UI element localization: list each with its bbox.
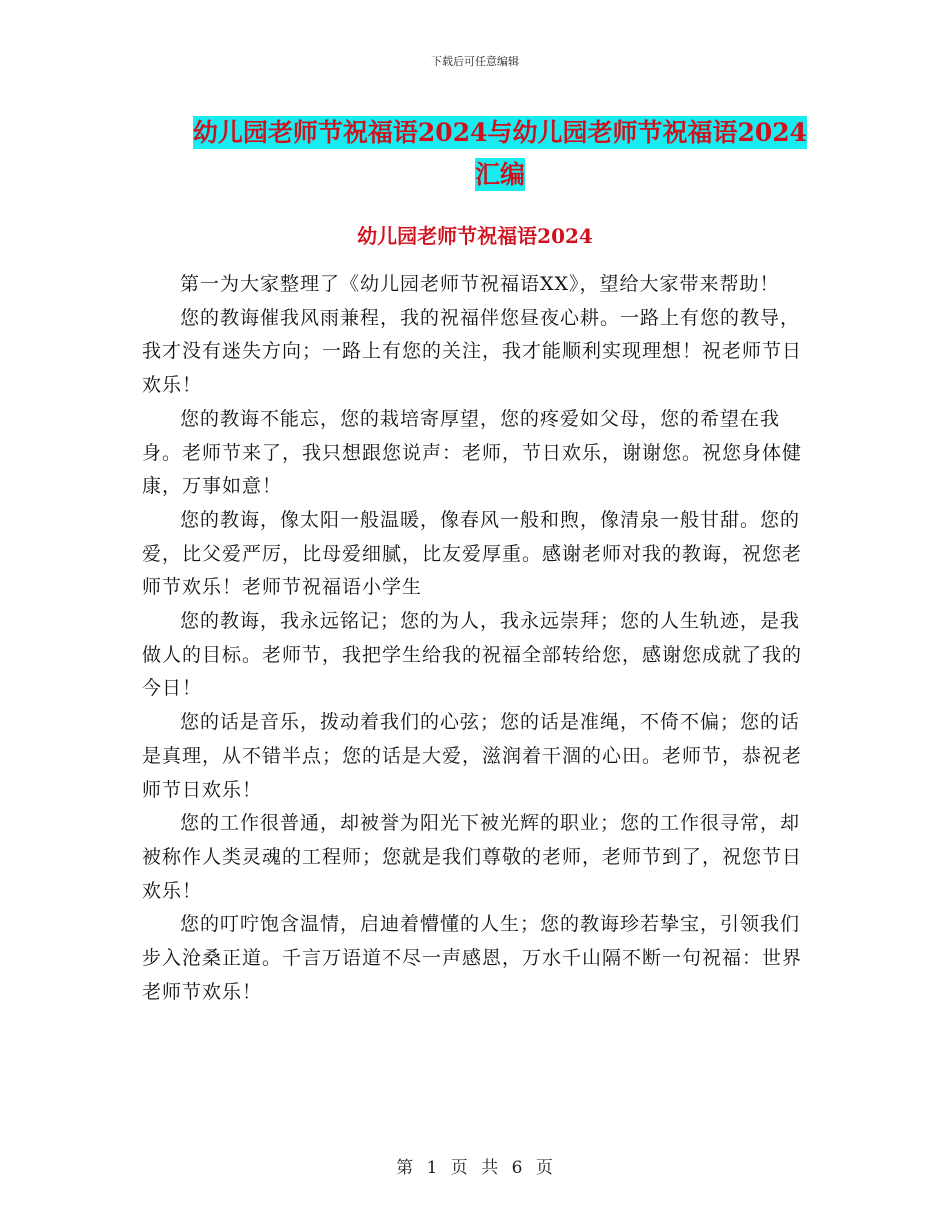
paragraph: 第一为大家整理了《幼儿园老师节祝福语XX》，望给大家带来帮助！ <box>180 273 780 295</box>
title-line-2: 汇编 <box>474 160 525 189</box>
paragraph: 您的叮咛饱含温情，启迪着懵懂的人生；您的教诲珍若挚宝，引领我们步入沧桑正道。千言万语道不尽一声感恩，万水千山隔不断一句祝福：世界老师节欢乐！ <box>142 913 803 1003</box>
paragraph: 您的教诲催我风雨兼程，我的祝福伴您昼夜心耕。一路上有您的教导，我才没有迷失方向；一路上有您的关注，我才能顺利实现理想！祝老师节日欢乐！ <box>142 306 803 397</box>
total-prefix: 共 <box>481 1158 500 1178</box>
paragraph: 您的教诲，像太阳一般温暖，像春风一般和煦，像清泉一般甘甜。您的爱，比父爱严厉，比母爱细腻，比友爱厚重。感谢老师对我的教诲，祝您老师节欢乐！老师节祝福语小学生 <box>142 508 803 599</box>
paragraph: 您的教诲不能忘，您的栽培寄厚望，您的疼爱如父母，您的希望在我身。老师节来了，我只想跟您说声：老师，节日欢乐，谢谢您。祝您身体健康，万事如意！ <box>142 407 803 498</box>
title-line-1: 幼儿园老师节祝福语2024与幼儿园老师节祝福语2024 <box>192 118 808 147</box>
total-pages-number: 6 <box>511 1158 524 1178</box>
document-title <box>185 112 815 196</box>
paragraph: 您的教诲，我永远铭记；您的为人，我永远崇拜；您的人生轨迹，是我做人的目标。老师节，我把学生给我的祝福全部转给您，感谢您成就了我的今日！ <box>142 610 803 700</box>
current-page-number: 1 <box>426 1158 439 1178</box>
page-prefix: 第 <box>396 1158 415 1178</box>
page-mid: 页 <box>450 1158 469 1178</box>
page-footer <box>0 1153 950 1178</box>
section-heading: 幼儿园老师节祝福语2024 <box>357 224 593 248</box>
document-body <box>142 268 810 1009</box>
page-suffix: 页 <box>535 1158 554 1178</box>
paragraph: 您的话是音乐，拨动着我们的心弦；您的话是准绳，不倚不偏；您的话是真理，从不错半点；您的话是大爱，滋润着干涸的心田。老师节，恭祝老师节日欢乐！ <box>142 711 803 801</box>
header-note: 下载后可任意编辑 <box>431 55 519 68</box>
paragraph: 您的工作很普通，却被誉为阳光下被光辉的职业；您的工作很寻常，却被称作人类灵魂的工程师；您就是我们尊敬的老师，老师节到了，祝您节日欢乐！ <box>142 812 803 902</box>
